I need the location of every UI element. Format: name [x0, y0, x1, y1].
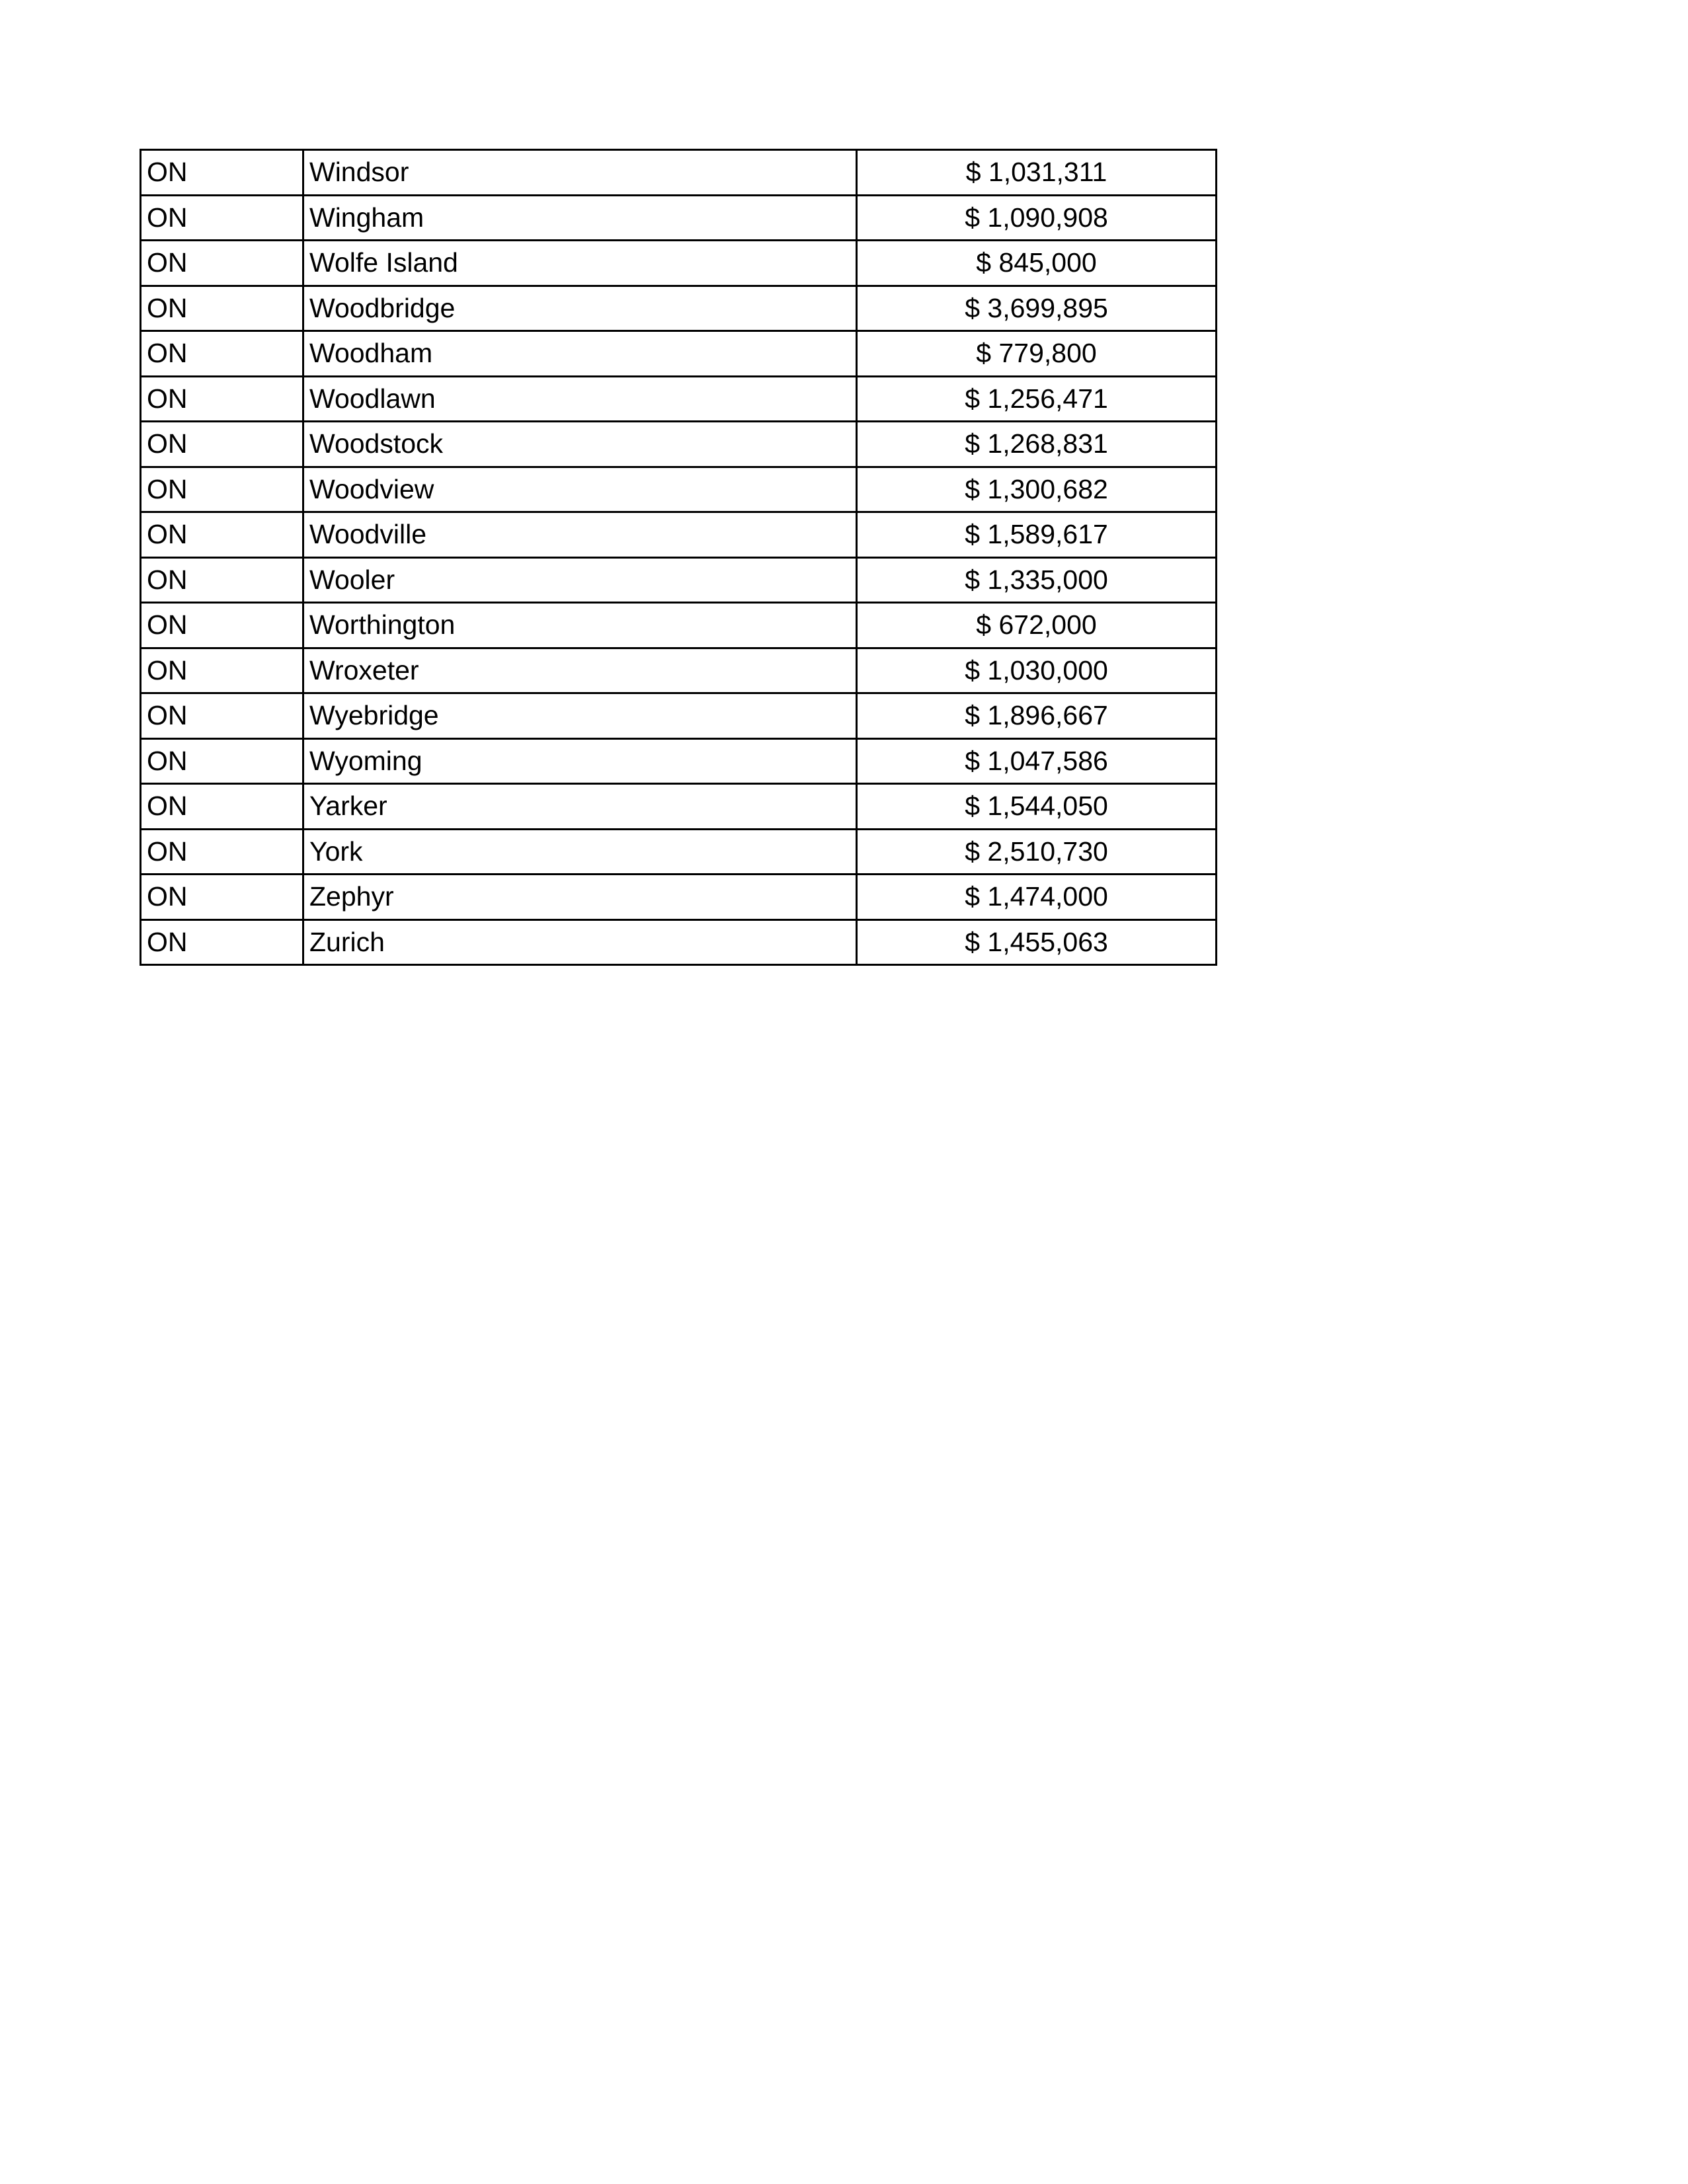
price-cell: $ 2,510,730: [857, 829, 1217, 875]
province-cell: ON: [141, 738, 303, 784]
province-cell: ON: [141, 603, 303, 648]
city-cell: Woodstock: [303, 422, 857, 467]
province-cell: ON: [141, 512, 303, 558]
province-cell: ON: [141, 919, 303, 965]
city-cell: Yarker: [303, 784, 857, 830]
city-cell: Wooler: [303, 557, 857, 603]
city-cell: Woodview: [303, 467, 857, 512]
city-cell: Wyebridge: [303, 693, 857, 739]
city-cell: Wolfe Island: [303, 241, 857, 286]
table-row: [141, 467, 1217, 512]
price-cell: $ 672,000: [857, 603, 1217, 648]
price-cell: $ 1,300,682: [857, 467, 1217, 512]
table-row: [141, 738, 1217, 784]
province-cell: ON: [141, 422, 303, 467]
province-cell: ON: [141, 331, 303, 377]
price-cell: $ 1,090,908: [857, 195, 1217, 241]
table-row: [141, 648, 1217, 693]
table-row: [141, 693, 1217, 739]
price-cell: $ 779,800: [857, 331, 1217, 377]
city-cell: Woodbridge: [303, 286, 857, 331]
city-cell: Wroxeter: [303, 648, 857, 693]
price-cell: $ 845,000: [857, 241, 1217, 286]
price-cell: $ 1,030,000: [857, 648, 1217, 693]
province-cell: ON: [141, 195, 303, 241]
table-row: [141, 150, 1217, 196]
price-cell: $ 1,335,000: [857, 557, 1217, 603]
table-row: [141, 376, 1217, 422]
price-table: [140, 149, 1217, 966]
province-cell: ON: [141, 150, 303, 196]
price-cell: $ 1,544,050: [857, 784, 1217, 830]
province-cell: ON: [141, 467, 303, 512]
city-cell: York: [303, 829, 857, 875]
price-cell: $ 1,474,000: [857, 875, 1217, 920]
price-table-body: [141, 150, 1217, 965]
city-cell: Woodville: [303, 512, 857, 558]
price-cell: $ 1,047,586: [857, 738, 1217, 784]
table-row: [141, 195, 1217, 241]
price-cell: $ 1,896,667: [857, 693, 1217, 739]
table-row: [141, 603, 1217, 648]
table-row: [141, 286, 1217, 331]
city-cell: Woodlawn: [303, 376, 857, 422]
province-cell: ON: [141, 241, 303, 286]
price-cell: $ 1,455,063: [857, 919, 1217, 965]
province-cell: ON: [141, 693, 303, 739]
city-cell: Worthington: [303, 603, 857, 648]
province-cell: ON: [141, 875, 303, 920]
table-row: [141, 875, 1217, 920]
city-cell: Woodham: [303, 331, 857, 377]
province-cell: ON: [141, 557, 303, 603]
price-cell: $ 1,268,831: [857, 422, 1217, 467]
city-cell: Windsor: [303, 150, 857, 196]
province-cell: ON: [141, 286, 303, 331]
table-row: [141, 919, 1217, 965]
table-row: [141, 512, 1217, 558]
price-cell: $ 1,031,311: [857, 150, 1217, 196]
city-cell: Wyoming: [303, 738, 857, 784]
province-cell: ON: [141, 648, 303, 693]
price-cell: $ 3,699,895: [857, 286, 1217, 331]
table-row: [141, 829, 1217, 875]
price-cell: $ 1,256,471: [857, 376, 1217, 422]
city-cell: Wingham: [303, 195, 857, 241]
table-row: [141, 422, 1217, 467]
city-cell: Zurich: [303, 919, 857, 965]
table-row: [141, 784, 1217, 830]
city-cell: Zephyr: [303, 875, 857, 920]
price-cell: $ 1,589,617: [857, 512, 1217, 558]
table-row: [141, 557, 1217, 603]
table-row: [141, 241, 1217, 286]
table-row: [141, 331, 1217, 377]
province-cell: ON: [141, 376, 303, 422]
province-cell: ON: [141, 784, 303, 830]
province-cell: ON: [141, 829, 303, 875]
